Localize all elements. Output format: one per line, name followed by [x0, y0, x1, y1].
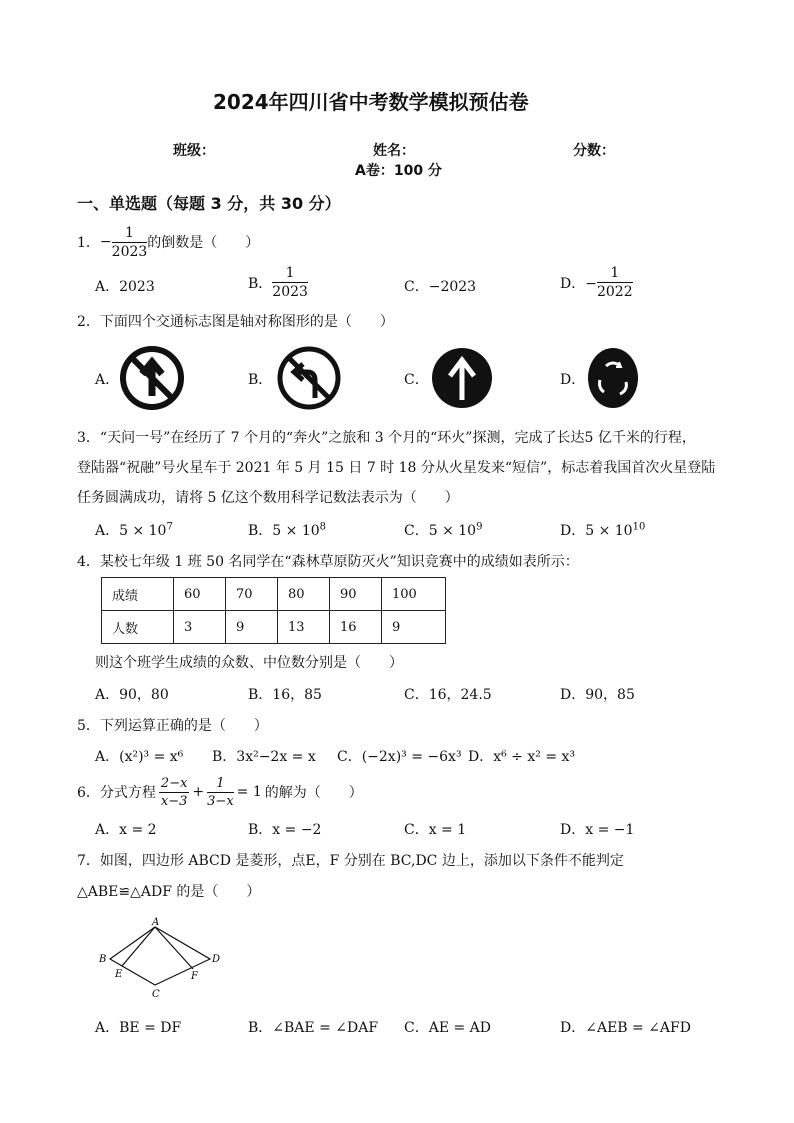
- q4-after-text: 则这个班学生成绩的众数、中位数分别是（ ）: [95, 655, 403, 671]
- table-cell: 9: [226, 611, 278, 644]
- label-d: D: [212, 954, 221, 965]
- table-cell: 60: [174, 578, 226, 611]
- table-row: [102, 611, 446, 644]
- q3-option-c: [404, 520, 482, 540]
- q1-frac-num: 1: [112, 226, 148, 243]
- q1-text: 的倒数是（ ）: [147, 235, 260, 251]
- q3-option-d: [560, 520, 645, 540]
- q6-eq: = 1: [236, 784, 262, 800]
- q3-b-exp: 8: [319, 521, 327, 533]
- q1-d-den: 2022: [596, 284, 633, 300]
- q4-option-d: D．90，85: [560, 687, 635, 703]
- q6-f1-num: 2−x: [160, 775, 188, 791]
- q4-option-a: A．90，80: [95, 687, 169, 703]
- label-e: E: [115, 969, 123, 980]
- q6-f2-den: 3−x: [207, 793, 234, 809]
- q1-number: 1．: [77, 235, 100, 251]
- q3-d-base: D．5 × 10: [560, 523, 633, 539]
- table-cell: 13: [278, 611, 330, 644]
- q1-option-c: C．−2023: [404, 279, 477, 295]
- q6-f2-num: 1: [207, 777, 234, 793]
- q4-option-c: C．16，24.5: [404, 687, 492, 703]
- label-b: B: [99, 954, 107, 965]
- q7-option-c: C．AE = AD: [404, 1020, 492, 1036]
- question-6: [77, 772, 363, 812]
- table-cell: 人数: [102, 611, 174, 644]
- q3-line-1: 3．“天问一号”在经历了 7 个月的“奔火”之旅和 3 个月的“环火”探测，完成了长达5 亿千米的行程，: [77, 430, 696, 446]
- q5-option-b: B．3x²−2x = x: [212, 749, 316, 765]
- table-cell: 90: [330, 578, 382, 611]
- paper-a-label: A卷：100 分: [355, 163, 442, 179]
- q5-text: 5．下列运算正确的是（ ）: [77, 718, 268, 734]
- q1-option-d: [560, 266, 633, 299]
- q1-option-b: [248, 266, 308, 299]
- q3-a-exp: 7: [166, 521, 173, 533]
- q5-option-c: C．(−2x)³ = −6x³: [337, 749, 462, 765]
- table-cell: 9: [382, 611, 446, 644]
- no-left-turn-sign-icon: [277, 346, 341, 410]
- q1-b-label: B．: [248, 275, 273, 292]
- q1-d-num: 1: [597, 266, 633, 283]
- q6-f1-den: x−3: [160, 793, 188, 809]
- q6-option-a: A．x = 2: [95, 822, 157, 838]
- q7-option-d: D．∠AEB = ∠AFD: [560, 1020, 691, 1036]
- roundabout-sign-icon: [586, 346, 640, 410]
- q1-d-label: D．−: [560, 275, 597, 292]
- q1-b-num: 1: [272, 266, 308, 283]
- q3-d-exp: 10: [632, 521, 646, 533]
- q6-tail: 的解为（ ）: [264, 785, 363, 801]
- name-label: 姓名：: [373, 143, 415, 159]
- label-f: F: [191, 971, 198, 982]
- label-c: C: [152, 989, 160, 1000]
- q2-option-c: C．: [404, 372, 429, 388]
- segment-af: [155, 927, 193, 969]
- class-label: 班级：: [173, 143, 215, 159]
- q2-option-b: B．: [248, 372, 273, 388]
- q2-option-d: D．: [560, 372, 586, 388]
- q6-number: 6．分式方程: [77, 785, 156, 801]
- q3-line-2: 登陆器“祝融”号火星车于 2021 年 5 月 15 日 7 时 18 分从火星发来“短信”，标志着我国首次火星登陆: [77, 460, 716, 476]
- page-title: 2024年四川省中考数学模拟预估卷: [213, 90, 529, 114]
- q7-line-1: 7．如图，四边形 ABCD 是菱形，点E，F 分别在 BC,DC 边上，添加以下条件不能判定: [77, 853, 624, 869]
- q3-option-a: [95, 520, 173, 540]
- question-1: [77, 222, 259, 262]
- q3-line-3: 任务圆满成功，请将 5 亿这个数用科学记数法表示为（ ）: [77, 490, 459, 506]
- label-a: A: [152, 917, 160, 928]
- q3-b-base: B．5 × 10: [248, 523, 320, 539]
- table-cell: 80: [278, 578, 330, 611]
- table-row: [102, 578, 446, 611]
- q7-line-2: △ABE≌△ADF 的是（ ）: [77, 884, 261, 900]
- straight-ahead-sign-icon: [430, 346, 494, 410]
- q1-frac-den: 2023: [111, 243, 148, 260]
- score-label: 分数：: [573, 143, 615, 159]
- rhombus-diagram: [95, 915, 225, 1005]
- q5-option-a: A．(x²)³ = x⁶: [95, 749, 184, 765]
- q4-text: 4．某校七年级 1 班 50 名同学在“森林草原防灭火”知识竞赛中的成绩如表所示：: [77, 554, 579, 570]
- q7-option-a: A．BE = DF: [95, 1020, 182, 1036]
- section-title: 一、单选题（每题 3 分，共 30 分）: [77, 194, 341, 213]
- q1-option-a: A．2023: [95, 279, 155, 295]
- no-straight-sign-icon: [120, 346, 184, 410]
- q3-option-b: [248, 520, 326, 540]
- q3-c-exp: 9: [476, 521, 483, 533]
- q2-option-a: A．: [95, 372, 120, 388]
- q4-option-b: B．16，85: [248, 687, 322, 703]
- q1-neg: −: [99, 234, 112, 250]
- q2-text: 2．下面四个交通标志图是轴对称图形的是（ ）: [77, 314, 394, 330]
- q6-option-b: B．x = −2: [248, 822, 322, 838]
- q6-option-c: C．x = 1: [404, 822, 467, 838]
- q7-option-b: B．∠BAE = ∠DAF: [248, 1020, 379, 1036]
- q6-option-d: D．x = −1: [560, 822, 635, 838]
- table-cell: 100: [382, 578, 446, 611]
- q5-option-d: D．x⁶ ÷ x² = x³: [468, 749, 576, 765]
- q1-fraction: [112, 226, 148, 259]
- table-cell: 3: [174, 611, 226, 644]
- score-table: [101, 577, 446, 644]
- table-cell: 16: [330, 611, 382, 644]
- q1-b-den: 2023: [272, 284, 308, 300]
- table-cell: 成绩: [102, 578, 174, 611]
- table-cell: 70: [226, 578, 278, 611]
- q6-plus: +: [192, 784, 205, 800]
- q3-a-base: A．5 × 10: [95, 523, 167, 539]
- q3-c-base: C．5 × 10: [404, 523, 477, 539]
